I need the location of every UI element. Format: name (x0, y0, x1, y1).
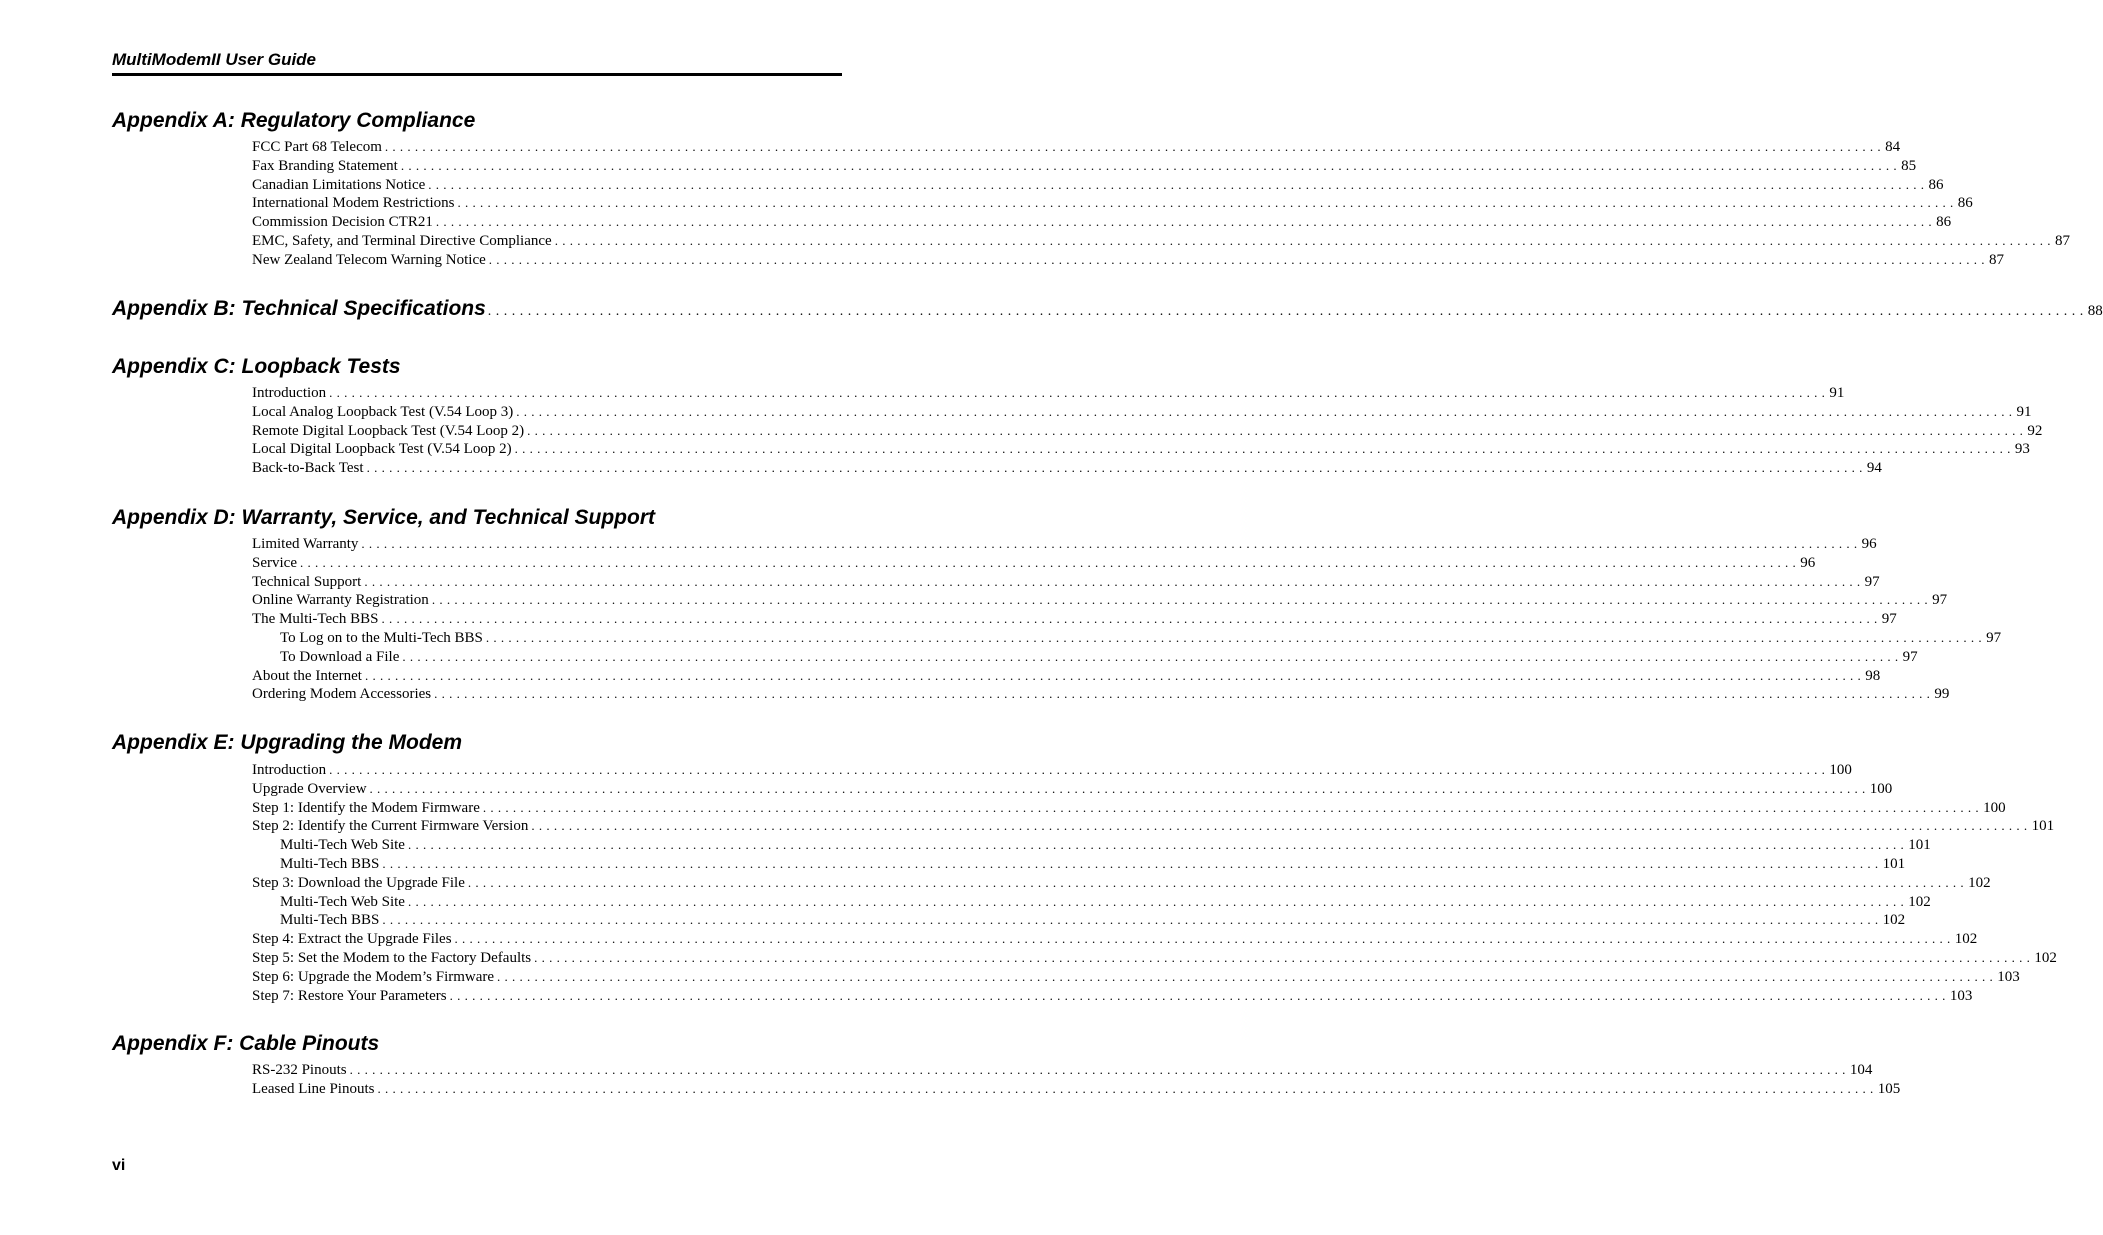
dot-leader: . . . . . . . . . . . . . . . . . . . . . . . . . . . . . . . . . . . . . . . . . . . . . . . . . . . . . . . . . . . . . . . . . . . . . . . . . . . . . . . . . . . . . . . . . . . . . . . . . . . . . . . . . . . . . . . . . . . . . . . . . . . . . . . . . . . . . . . . . . . . . . . . . . . . . . . . . . . . . . . . . . . . . . . . . . . . . . . . . . . . . . . . . . . . . . . . . . . . . . . . (531, 818, 2028, 834)
appendix-d-heading[interactable]: Appendix D: Warranty, Service, and Technical Support (112, 506, 656, 529)
entry-label: Step 5: Set the Modem to the Factory Defaults (252, 949, 532, 966)
dot-leader: . . . . . . . . . . . . . . . . . . . . . . . . . . . . . . . . . . . . . . . . . . . . . . . . . . . . . . . . . . . . . . . . . . . . . . . . . . . . . . . . . . . . . . . . . . . . . . . . . . . . . . . . . . . . . . . . . . . . . . . . . . . . . . . . . . . . . . . . . . . . . . . . . . . . . . . . . . . . . . . . . . . . . . . . . . . . . . . . . . . . . . . . . . . . . . . . . . . . . . . . (361, 536, 1858, 551)
toc-subentry[interactable] (252, 893, 1931, 912)
entry-label: Step 7: Restore Your Parameters (252, 987, 447, 1004)
entry-page: 103 (1949, 987, 1973, 1004)
entry-page: 97 (1864, 573, 1880, 590)
appendix-b-page: 88 (2087, 303, 2103, 319)
entry-label: Online Warranty Registration (252, 592, 429, 609)
dot-leader: . . . . . . . . . . . . . . . . . . . . . . . . . . . . . . . . . . . . . . . . . . . . . . . . . . . . . . . . . . . . . . . . . . . . . . . . . . . . . . . . . . . . . . . . . . . . . . . . . . . . . . . . . . . . . . . . . . . . . . . . . . . . . . . . . . . . . . . . . . . . . . . . . . . . . . . . . . . . . . . . . . . . . . . . . . . . . . . . . . . . . . . . . . . . . . . . . . . . . . . . (516, 403, 2013, 419)
toc-subentry[interactable] (252, 648, 1918, 667)
toc-entry[interactable] (252, 874, 1991, 893)
appendix-e-entries (252, 761, 2057, 1005)
toc-entry[interactable] (252, 817, 2055, 836)
entry-page: 96 (1861, 536, 1877, 552)
entry-label: Limited Warranty (252, 536, 359, 552)
footer-page-number: vi (112, 1157, 126, 1174)
entry-label: Step 3: Download the Upgrade File (252, 874, 465, 891)
toc-entry[interactable] (252, 554, 1816, 573)
entry-page: 102 (2034, 949, 2057, 966)
entry-page: 99 (1934, 686, 1950, 703)
dot-leader: . . . . . . . . . . . . . . . . . . . . . . . . . . . . . . . . . . . . . . . . . . . . . . . . . . . . . . . . . . . . . . . . . . . . . . . . . . . . . . . . . . . . . . . . . . . . . . . . . . . . . . . . . . . . . . . . . . . . . . . . . . . . . . . . . . . . . . . . . . . . . . . . . . . . . . . . . . . . . . . . . . . . . . . . . . . . . . . . . . . . . . . . . . . . . . . . . . . . . . . . (384, 139, 1882, 154)
appendix-c-entries (252, 384, 2043, 478)
dot-leader: . . . . . . . . . . . . . . . . . . . . . . . . . . . . . . . . . . . . . . . . . . . . . . . . . . . . . . . . . . . . . . . . . . . . . . . . . . . . . . . . . . . . . . . . . . . . . . . . . . . . . . . . . . . . . . . . . . . . . . . . . . . . . . . . . . . . . . . . . . . . . . . . . . . . . . . . . . . . . . . . . . . . . . . . . . . . . . . . . . . . . . . . . . . . . . . . . . . . . . . . (364, 573, 1861, 589)
appendix-b-heading[interactable] (112, 296, 2103, 325)
appendix-f-entries (252, 1061, 1901, 1099)
entry-label: About the Internet (252, 667, 362, 684)
appendix-e-heading[interactable]: Appendix E: Upgrading the Modem (112, 731, 462, 754)
entry-label: EMC, Safety, and Terminal Directive Compliance (252, 232, 552, 249)
entry-page: 100 (1829, 762, 1852, 778)
entry-label: Step 1: Identify the Modem Firmware (252, 799, 480, 816)
entry-label: Remote Digital Loopback Test (V.54 Loop 2) (252, 422, 525, 439)
header-rule (112, 73, 842, 76)
entry-page: 101 (2031, 818, 2055, 835)
entry-label: New Zealand Telecom Warning Notice (252, 251, 486, 268)
appendix-a-entries (252, 138, 2070, 270)
toc-entry[interactable] (252, 591, 1948, 610)
entry-page: 97 (1881, 611, 1897, 628)
dot-leader: . . . . . . . . . . . . . . . . . . . . . . . . . . . . . . . . . . . . . . . . . . . . . . . . . . . . . . . . . . . . . . . . . . . . . . . . . . . . . . . . . . . . . . . . . . . . . . . . . . . . . . . . . . . . . . . . . . . . . . . . . . . . . . . . . . . . . . . . . . . . . . . . . . . . . . . . . . . . . . . . . . . . . . . . . . . . . . . . . . . . . . . . . . . . . . . . . . . . . . . . (431, 592, 1929, 608)
entry-label: RS-232 Pinouts (252, 1062, 347, 1078)
dot-leader: . . . . . . . . . . . . . . . . . . . . . . . . . . . . . . . . . . . . . . . . . . . . . . . . . . . . . . . . . . . . . . . . . . . . . . . . . . . . . . . . . . . . . . . . . . . . . . . . . . . . . . . . . . . . . . . . . . . . . . . . . . . . . . . . . . . . . . . . . . . . . . . . . . . . . . . . . . . . . . . . . . . . . . . . . . . . . . . . . . . . . . . . . . . . . . . . . . . . . . . . (400, 157, 1898, 173)
toc-entry[interactable] (252, 1080, 1901, 1099)
dot-leader: . . . . . . . . . . . . . . . . . . . . . . . . . . . . . . . . . . . . . . . . . . . . . . . . . . . . . . . . . . . . . . . . . . . . . . . . . . . . . . . . . . . . . . . . . . . . . . . . . . . . . . . . . . . . . . . . . . . . . . . . . . . . . . . . . . . . . . . . . . . . . . . . . . . . . . . . . . . . . . . . . . . . . . . . . . . . . . . . . . . . . . . . . . . . . . . . . . . . . . . . (487, 304, 2084, 319)
toc-entry[interactable] (252, 138, 1901, 157)
dot-leader: . . . . . . . . . . . . . . . . . . . . . . . . . . . . . . . . . . . . . . . . . . . . . . . . . . . . . . . . . . . . . . . . . . . . . . . . . . . . . . . . . . . . . . . . . . . . . . . . . . . . . . . . . . . . . . . . . . . . . . . . . . . . . . . . . . . . . . . . . . . . . . . . . . . . . . . . . . . . . . . . . . . . . . . . . . . . . . . . . . . . . . . . . . . . . . . . . . . . . . . . (449, 987, 1946, 1003)
toc-subentry[interactable] (252, 911, 1906, 930)
dot-leader: . . . . . . . . . . . . . . . . . . . . . . . . . . . . . . . . . . . . . . . . . . . . . . . . . . . . . . . . . . . . . . . . . . . . . . . . . . . . . . . . . . . . . . . . . . . . . . . . . . . . . . . . . . . . . . . . . . . . . . . . . . . . . . . . . . . . . . . . . . . . . . . . . . . . . . . . . . . . . . . . . . . . . . . . . . . . . . . . . . . . . . . . . . . . . . . . . . . . . . . . (299, 554, 1797, 570)
dot-leader: . . . . . . . . . . . . . . . . . . . . . . . . . . . . . . . . . . . . . . . . . . . . . . . . . . . . . . . . . . . . . . . . . . . . . . . . . . . . . . . . . . . . . . . . . . . . . . . . . . . . . . . . . . . . . . . . . . . . . . . . . . . . . . . . . . . . . . . . . . . . . . . . . . . . . . . . . . . . . . . . . . . . . . . . . . . . . . . . . . . . . . . . . . . . . . . . . . . . . . . . (369, 780, 1866, 796)
entry-page: 101 (1908, 837, 1931, 854)
toc-entry[interactable] (252, 422, 2043, 441)
toc-entry[interactable] (252, 799, 2006, 818)
dot-leader: . . . . . . . . . . . . . . . . . . . . . . . . . . . . . . . . . . . . . . . . . . . . . . . . . . . . . . . . . . . . . . . . . . . . . . . . . . . . . . . . . . . . . . . . . . . . . . . . . . . . . . . . . . . . . . . . . . . . . . . . . . . . . . . . . . . . . . . . . . . . . . . . . . . . . . . . . . . . . . . . . . . . . . . . . . . . . . . . . . . . . . . . . . . . . . . . . . . . . . . . (382, 855, 1879, 871)
appendix-d-entries (252, 535, 2002, 704)
entry-label: Introduction (252, 762, 327, 778)
dot-leader: . . . . . . . . . . . . . . . . . . . . . . . . . . . . . . . . . . . . . . . . . . . . . . . . . . . . . . . . . . . . . . . . . . . . . . . . . . . . . . . . . . . . . . . . . . . . . . . . . . . . . . . . . . . . . . . . . . . . . . . . . . . . . . . . . . . . . . . . . . . . . . . . . . . . . . . . . . . . . . . . . . . . . . . . . . . . . . . . . . . . . . . . . . . . . . . . . . . . . . . . (534, 949, 2031, 965)
dot-leader: . . . . . . . . . . . . . . . . . . . . . . . . . . . . . . . . . . . . . . . . . . . . . . . . . . . . . . . . . . . . . . . . . . . . . . . . . . . . . . . . . . . . . . . . . . . . . . . . . . . . . . . . . . . . . . . . . . . . . . . . . . . . . . . . . . . . . . . . . . . . . . . . . . . . . . . . . . . . . . . . . . . . . . . . . . . . . . . . . . . . . . . . . . . . . . . . . . . . . . . . (482, 799, 1980, 815)
toc-entry[interactable] (252, 573, 1880, 592)
entry-label: The Multi-Tech BBS (252, 611, 379, 628)
entry-label: Upgrade Overview (252, 780, 367, 797)
toc-entry[interactable] (252, 780, 1893, 799)
toc-entry[interactable] (252, 685, 1950, 704)
dot-leader: . . . . . . . . . . . . . . . . . . . . . . . . . . . . . . . . . . . . . . . . . . . . . . . . . . . . . . . . . . . . . . . . . . . . . . . . . . . . . . . . . . . . . . . . . . . . . . . . . . . . . . . . . . . . . . . . . . . . . . . . . . . . . . . . . . . . . . . . . . . . . . . . . . . . . . . . . . . . . . . . . . . . . . . . . . . . . . . . . . . . . . . . . . . . . . . . . . . . . . . . (467, 874, 1965, 890)
entry-page: 102 (1882, 912, 1906, 929)
dot-leader: . . . . . . . . . . . . . . . . . . . . . . . . . . . . . . . . . . . . . . . . . . . . . . . . . . . . . . . . . . . . . . . . . . . . . . . . . . . . . . . . . . . . . . . . . . . . . . . . . . . . . . . . . . . . . . . . . . . . . . . . . . . . . . . . . . . . . . . . . . . . . . . . . . . . . . . . . . . . . . . . . . . . . . . . . . . . . . . . . . . . . . . . . . . . . . . . . . . . . . . . (382, 912, 1879, 928)
dot-leader: . . . . . . . . . . . . . . . . . . . . . . . . . . . . . . . . . . . . . . . . . . . . . . . . . . . . . . . . . . . . . . . . . . . . . . . . . . . . . . . . . . . . . . . . . . . . . . . . . . . . . . . . . . . . . . . . . . . . . . . . . . . . . . . . . . . . . . . . . . . . . . . . . . . . . . . . . . . . . . . . . . . . . . . . . . . . . . . . . . . . . . . . . . . . . . . . . . . . . . . . (329, 762, 1826, 777)
entry-label: Commission Decision CTR21 (252, 214, 433, 231)
entry-page: 97 (1986, 629, 2002, 646)
dot-leader: . . . . . . . . . . . . . . . . . . . . . . . . . . . . . . . . . . . . . . . . . . . . . . . . . . . . . . . . . . . . . . . . . . . . . . . . . . . . . . . . . . . . . . . . . . . . . . . . . . . . . . . . . . . . . . . . . . . . . . . . . . . . . . . . . . . . . . . . . . . . . . . . . . . . . . . . . . . . . . . . . . . . . . . . . . . . . . . . . . . . . . . . . . . . . . . . . . . . . . . . (514, 441, 2011, 457)
entry-page: 97 (1932, 592, 1948, 609)
toc-entry[interactable] (252, 535, 1877, 554)
entry-label: Fax Branding Statement (252, 157, 398, 174)
toc-entry[interactable] (252, 949, 2057, 968)
entry-label: To Log on to the Multi-Tech BBS (280, 629, 483, 646)
entry-page: 91 (1829, 385, 1845, 401)
entry-page: 87 (2054, 232, 2070, 249)
toc-entry[interactable] (252, 213, 1952, 232)
dot-leader: . . . . . . . . . . . . . . . . . . . . . . . . . . . . . . . . . . . . . . . . . . . . . . . . . . . . . . . . . . . . . . . . . . . . . . . . . . . . . . . . . . . . . . . . . . . . . . . . . . . . . . . . . . . . . . . . . . . . . . . . . . . . . . . . . . . . . . . . . . . . . . . . . . . . . . . . . . . . . . . . . . . . . . . . . . . . . . . . . . . . . . . . . . . . . . . . . . . . . . . . (366, 460, 1863, 476)
toc-entry[interactable] (252, 930, 1978, 949)
dot-leader: . . . . . . . . . . . . . . . . . . . . . . . . . . . . . . . . . . . . . . . . . . . . . . . . . . . . . . . . . . . . . . . . . . . . . . . . . . . . . . . . . . . . . . . . . . . . . . . . . . . . . . . . . . . . . . . . . . . . . . . . . . . . . . . . . . . . . . . . . . . . . . . . . . . . . . . . . . . . . . . . . . . . . . . . . . . . . . . . . . . . . . . . . . . . . . . . . . . . . . . . (434, 686, 1931, 702)
toc-entry[interactable] (252, 157, 1917, 176)
toc-entry[interactable] (252, 232, 2070, 251)
entry-page: 85 (1901, 157, 1917, 174)
entry-label: Service (252, 554, 297, 571)
toc-entry[interactable] (252, 667, 1881, 686)
entry-page: 102 (1968, 874, 1991, 891)
entry-page: 92 (2027, 422, 2043, 439)
dot-leader: . . . . . . . . . . . . . . . . . . . . . . . . . . . . . . . . . . . . . . . . . . . . . . . . . . . . . . . . . . . . . . . . . . . . . . . . . . . . . . . . . . . . . . . . . . . . . . . . . . . . . . . . . . . . . . . . . . . . . . . . . . . . . . . . . . . . . . . . . . . . . . . . . . . . . . . . . . . . . . . . . . . . . . . . . . . . . . . . . . . . . . . . . . . . . . . . . . . . . . . . (364, 667, 1862, 683)
dot-leader: . . . . . . . . . . . . . . . . . . . . . . . . . . . . . . . . . . . . . . . . . . . . . . . . . . . . . . . . . . . . . . . . . . . . . . . . . . . . . . . . . . . . . . . . . . . . . . . . . . . . . . . . . . . . . . . . . . . . . . . . . . . . . . . . . . . . . . . . . . . . . . . . . . . . . . . . . . . . . . . . . . . . . . . . . . . . . . . . . . . . . . . . . . . . . . . . . . . . . . . . (435, 214, 1933, 230)
entry-page: 102 (1908, 893, 1931, 910)
toc-subentry[interactable] (252, 855, 1906, 874)
dot-leader: . . . . . . . . . . . . . . . . . . . . . . . . . . . . . . . . . . . . . . . . . . . . . . . . . . . . . . . . . . . . . . . . . . . . . . . . . . . . . . . . . . . . . . . . . . . . . . . . . . . . . . . . . . . . . . . . . . . . . . . . . . . . . . . . . . . . . . . . . . . . . . . . . . . . . . . . . . . . . . . . . . . . . . . . . . . . . . . . . . . . . . . . . . . . . . . . . . . . . . . . (485, 629, 1983, 645)
entry-label: FCC Part 68 Telecom (252, 139, 382, 155)
dot-leader: . . . . . . . . . . . . . . . . . . . . . . . . . . . . . . . . . . . . . . . . . . . . . . . . . . . . . . . . . . . . . . . . . . . . . . . . . . . . . . . . . . . . . . . . . . . . . . . . . . . . . . . . . . . . . . . . . . . . . . . . . . . . . . . . . . . . . . . . . . . . . . . . . . . . . . . . . . . . . . . . . . . . . . . . . . . . . . . . . . . . . . . . . . . . . . . . . . . . . . . . (349, 1062, 1846, 1077)
entry-label: Local Analog Loopback Test (V.54 Loop 3) (252, 403, 514, 420)
entry-label: International Modem Restrictions (252, 195, 455, 212)
entry-page: 103 (1997, 968, 2020, 985)
entry-label: Multi-Tech BBS (280, 855, 380, 872)
entry-page: 94 (1866, 460, 1882, 477)
toc-entry[interactable] (252, 987, 1973, 1006)
appendix-f-heading[interactable]: Appendix F: Cable Pinouts (112, 1032, 380, 1055)
entry-label: Canadian Limitations Notice (252, 176, 426, 193)
entry-label: Leased Line Pinouts (252, 1080, 375, 1097)
dot-leader: . . . . . . . . . . . . . . . . . . . . . . . . . . . . . . . . . . . . . . . . . . . . . . . . . . . . . . . . . . . . . . . . . . . . . . . . . . . . . . . . . . . . . . . . . . . . . . . . . . . . . . . . . . . . . . . . . . . . . . . . . . . . . . . . . . . . . . . . . . . . . . . . . . . . . . . . . . . . . . . . . . . . . . . . . . . . . . . . . . . . . . . . . . . . . . . . . . . . . . . . (329, 385, 1826, 400)
entry-page: 100 (1983, 799, 2006, 816)
toc-entry[interactable] (252, 761, 1852, 780)
toc-entry[interactable] (252, 1061, 1873, 1080)
toc-entry[interactable] (252, 440, 2030, 459)
entry-label: Step 4: Extract the Upgrade Files (252, 931, 452, 948)
entry-label: Multi-Tech Web Site (280, 893, 405, 910)
toc-entry[interactable] (252, 968, 2020, 987)
entry-page: 98 (1865, 667, 1881, 684)
entry-page: 100 (1869, 780, 1893, 797)
dot-leader: . . . . . . . . . . . . . . . . . . . . . . . . . . . . . . . . . . . . . . . . . . . . . . . . . . . . . . . . . . . . . . . . . . . . . . . . . . . . . . . . . . . . . . . . . . . . . . . . . . . . . . . . . . . . . . . . . . . . . . . . . . . . . . . . . . . . . . . . . . . . . . . . . . . . . . . . . . . . . . . . . . . . . . . . . . . . . . . . . . . . . . . . . . . . . . . . . . . . . . . . (554, 232, 2051, 248)
toc-entry[interactable] (252, 459, 1882, 478)
toc-entry[interactable] (252, 194, 1973, 213)
toc-subentry[interactable] (252, 629, 2002, 648)
appendix-b-title: Appendix B: Technical Specifications (112, 297, 486, 320)
entry-label: Introduction (252, 385, 327, 401)
entry-label: Step 6: Upgrade the Modem’s Firmware (252, 968, 495, 985)
dot-leader: . . . . . . . . . . . . . . . . . . . . . . . . . . . . . . . . . . . . . . . . . . . . . . . . . . . . . . . . . . . . . . . . . . . . . . . . . . . . . . . . . . . . . . . . . . . . . . . . . . . . . . . . . . . . . . . . . . . . . . . . . . . . . . . . . . . . . . . . . . . . . . . . . . . . . . . . . . . . . . . . . . . . . . . . . . . . . . . . . . . . . . . . . . . . . . . . . . . . . . . . (377, 1080, 1874, 1096)
entry-page: 105 (1877, 1080, 1901, 1097)
toc-entry[interactable] (252, 251, 2005, 270)
entry-page: 104 (1849, 1062, 1873, 1078)
entry-page: 84 (1885, 139, 1901, 155)
dot-leader: . . . . . . . . . . . . . . . . . . . . . . . . . . . . . . . . . . . . . . . . . . . . . . . . . . . . . . . . . . . . . . . . . . . . . . . . . . . . . . . . . . . . . . . . . . . . . . . . . . . . . . . . . . . . . . . . . . . . . . . . . . . . . . . . . . . . . . . . . . . . . . . . . . . . . . . . . . . . . . . . . . . . . . . . . . . . . . . . . . . . . . . . . . . . . . . . . . . . . . . . (407, 837, 1905, 853)
entry-page: 97 (1902, 648, 1918, 665)
dot-leader: . . . . . . . . . . . . . . . . . . . . . . . . . . . . . . . . . . . . . . . . . . . . . . . . . . . . . . . . . . . . . . . . . . . . . . . . . . . . . . . . . . . . . . . . . . . . . . . . . . . . . . . . . . . . . . . . . . . . . . . . . . . . . . . . . . . . . . . . . . . . . . . . . . . . . . . . . . . . . . . . . . . . . . . . . . . . . . . . . . . . . . . . . . . . . . . . . . . . . . . . (402, 648, 1899, 664)
entry-label: Back-to-Back Test (252, 460, 364, 477)
dot-leader: . . . . . . . . . . . . . . . . . . . . . . . . . . . . . . . . . . . . . . . . . . . . . . . . . . . . . . . . . . . . . . . . . . . . . . . . . . . . . . . . . . . . . . . . . . . . . . . . . . . . . . . . . . . . . . . . . . . . . . . . . . . . . . . . . . . . . . . . . . . . . . . . . . . . . . . . . . . . . . . . . . . . . . . . . . . . . . . . . . . . . . . . . . . . . . . . . . . . . . . . (428, 176, 1925, 192)
toc-entry[interactable] (252, 176, 1944, 195)
entry-label: Local Digital Loopback Test (V.54 Loop 2) (252, 441, 512, 458)
dot-leader: . . . . . . . . . . . . . . . . . . . . . . . . . . . . . . . . . . . . . . . . . . . . . . . . . . . . . . . . . . . . . . . . . . . . . . . . . . . . . . . . . . . . . . . . . . . . . . . . . . . . . . . . . . . . . . . . . . . . . . . . . . . . . . . . . . . . . . . . . . . . . . . . . . . . . . . . . . . . . . . . . . . . . . . . . . . . . . . . . . . . . . . . . . . . . . . . . . . . . . . . (381, 611, 1878, 627)
dot-leader: . . . . . . . . . . . . . . . . . . . . . . . . . . . . . . . . . . . . . . . . . . . . . . . . . . . . . . . . . . . . . . . . . . . . . . . . . . . . . . . . . . . . . . . . . . . . . . . . . . . . . . . . . . . . . . . . . . . . . . . . . . . . . . . . . . . . . . . . . . . . . . . . . . . . . . . . . . . . . . . . . . . . . . . . . . . . . . . . . . . . . . . . . . . . . . . . . . . . . . . . (497, 968, 1994, 984)
entry-page: 93 (2014, 441, 2030, 458)
appendix-a-heading[interactable]: Appendix A: Regulatory Compliance (112, 109, 476, 132)
toc-entry[interactable] (252, 610, 1897, 629)
dot-leader: . . . . . . . . . . . . . . . . . . . . . . . . . . . . . . . . . . . . . . . . . . . . . . . . . . . . . . . . . . . . . . . . . . . . . . . . . . . . . . . . . . . . . . . . . . . . . . . . . . . . . . . . . . . . . . . . . . . . . . . . . . . . . . . . . . . . . . . . . . . . . . . . . . . . . . . . . . . . . . . . . . . . . . . . . . . . . . . . . . . . . . . . . . . . . . . . . . . . . . . . (454, 931, 1951, 947)
running-header-title: MultiModemII User Guide (112, 50, 317, 69)
entry-page: 86 (1957, 195, 1973, 212)
toc-entry[interactable] (252, 384, 1845, 403)
entry-label: Multi-Tech BBS (280, 912, 380, 929)
toc-entry[interactable] (252, 403, 2032, 422)
entry-page: 86 (1936, 214, 1952, 231)
entry-page: 87 (1989, 251, 2005, 268)
entry-page: 91 (2016, 403, 2032, 420)
entry-label: Technical Support (252, 573, 362, 590)
toc-subentry[interactable] (252, 836, 1931, 855)
dot-leader: . . . . . . . . . . . . . . . . . . . . . . . . . . . . . . . . . . . . . . . . . . . . . . . . . . . . . . . . . . . . . . . . . . . . . . . . . . . . . . . . . . . . . . . . . . . . . . . . . . . . . . . . . . . . . . . . . . . . . . . . . . . . . . . . . . . . . . . . . . . . . . . . . . . . . . . . . . . . . . . . . . . . . . . . . . . . . . . . . . . . . . . . . . . . . . . . . . . . . . . . (527, 422, 2024, 438)
appendix-c-heading[interactable]: Appendix C: Loopback Tests (112, 355, 401, 378)
entry-label: To Download a File (280, 648, 400, 665)
entry-page: 101 (1882, 855, 1906, 872)
entry-page: 102 (1954, 931, 1978, 948)
dot-leader: . . . . . . . . . . . . . . . . . . . . . . . . . . . . . . . . . . . . . . . . . . . . . . . . . . . . . . . . . . . . . . . . . . . . . . . . . . . . . . . . . . . . . . . . . . . . . . . . . . . . . . . . . . . . . . . . . . . . . . . . . . . . . . . . . . . . . . . . . . . . . . . . . . . . . . . . . . . . . . . . . . . . . . . . . . . . . . . . . . . . . . . . . . . . . . . . . . . . . . . . (488, 251, 1986, 267)
dot-leader: . . . . . . . . . . . . . . . . . . . . . . . . . . . . . . . . . . . . . . . . . . . . . . . . . . . . . . . . . . . . . . . . . . . . . . . . . . . . . . . . . . . . . . . . . . . . . . . . . . . . . . . . . . . . . . . . . . . . . . . . . . . . . . . . . . . . . . . . . . . . . . . . . . . . . . . . . . . . . . . . . . . . . . . . . . . . . . . . . . . . . . . . . . . . . . . . . . . . . . . . (457, 195, 1954, 211)
dot-leader: . . . . . . . . . . . . . . . . . . . . . . . . . . . . . . . . . . . . . . . . . . . . . . . . . . . . . . . . . . . . . . . . . . . . . . . . . . . . . . . . . . . . . . . . . . . . . . . . . . . . . . . . . . . . . . . . . . . . . . . . . . . . . . . . . . . . . . . . . . . . . . . . . . . . . . . . . . . . . . . . . . . . . . . . . . . . . . . . . . . . . . . . . . . . . . . . . . . . . . . . (407, 893, 1905, 909)
entry-label: Multi-Tech Web Site (280, 837, 405, 854)
entry-label: Step 2: Identify the Current Firmware Version (252, 818, 529, 835)
entry-page: 86 (1928, 176, 1944, 193)
entry-label: Ordering Modem Accessories (252, 686, 432, 703)
entry-page: 96 (1800, 554, 1816, 571)
